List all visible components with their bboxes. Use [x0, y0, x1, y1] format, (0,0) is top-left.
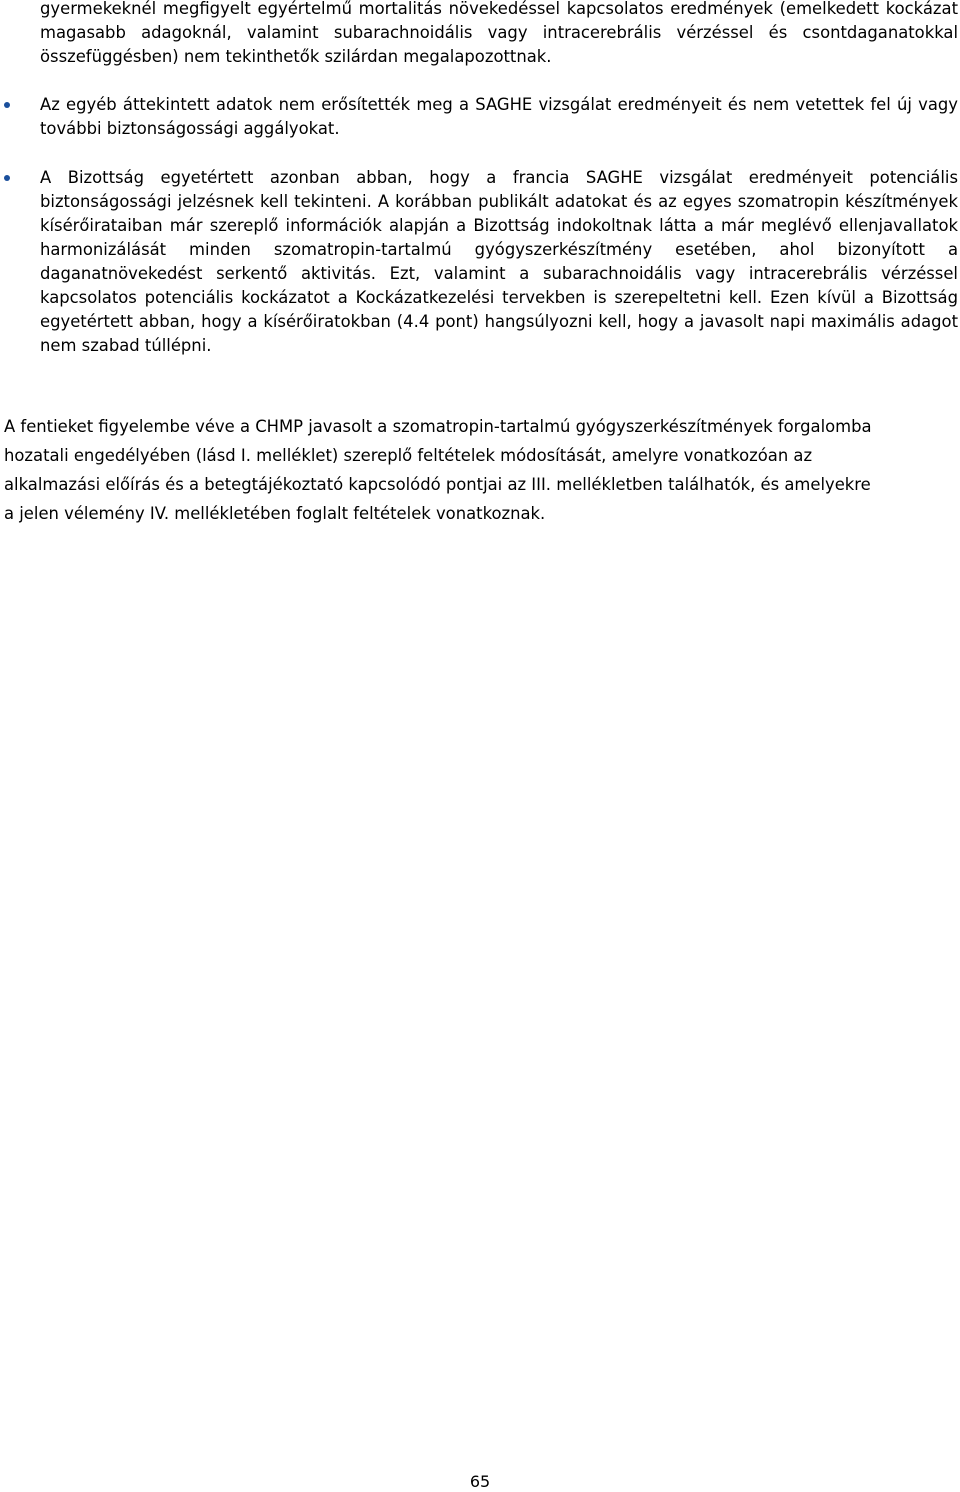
continuation-paragraph: gyermekeknél megfigyelt egyértelmű mortalitás növekedéssel kapcsolatos eredmények (emelkedett kockázat magasabb adagoknál, valamint subarachnoidális vagy intracerebrális vérzéssel és csontdaganatokkal összefüggésben) nem tekinthetők szilárdan megalapozottnak.	[40, 0, 958, 66]
conclusion-paragraph: A fentieket figyelembe véve a CHMP javasolt a szomatropin-tartalmú gyógyszerkészítmények forgalomba hozatali engedélyében (lásd I. melléklet) szereplő feltételek módosítását, amelyre vonatkozóan az alkalmazási előírás és a betegtájékoztató kapcsolódó pontjai az III. mellékletben találhatók, és amelyekre a jelen vélemény IV. mellékletében foglalt feltételek vonatkoznak.	[4, 417, 872, 523]
bullet-text: Az egyéb áttekintett adatok nem erősítették meg a SAGHE vizsgálat eredményeit és nem vetettek fel új vagy további biztonságossági aggályokat.	[40, 95, 958, 138]
bullet-dot-icon	[4, 102, 10, 108]
bullet-dot-icon	[4, 175, 10, 181]
page-number: 65	[469, 1472, 491, 1491]
bullet-text: A Bizottság egyetértett azonban abban, hogy a francia SAGHE vizsgálat eredményeit potenciális biztonságossági jelzésnek kell tekinteni. A korábban publikált adatokat és az egyes szomatropin készítmények kísérőirataiban már szereplő információk alapján a Bizottság indokoltnak látta a már meglévő ellenjavallatok harmonizálását minden szomatropin-tartalmú gyógyszerkészítmény esetében, ahol bizonyított a daganatnövekedést serkentő aktivitás. Ezt, valamint a subarachnoidális vagy intracerebrális vérzéssel kapcsolatos potenciális kockázatot a Kockázatkezelési tervekben is szerepeltetni kell. Ezen kívül a Bizottság egyetértett abban, hogy a kísérőiratokban (4.4 pont) hangsúlyozni kell, hogy a javasolt napi maximális adagot nem szabad túllépni.	[40, 168, 958, 355]
